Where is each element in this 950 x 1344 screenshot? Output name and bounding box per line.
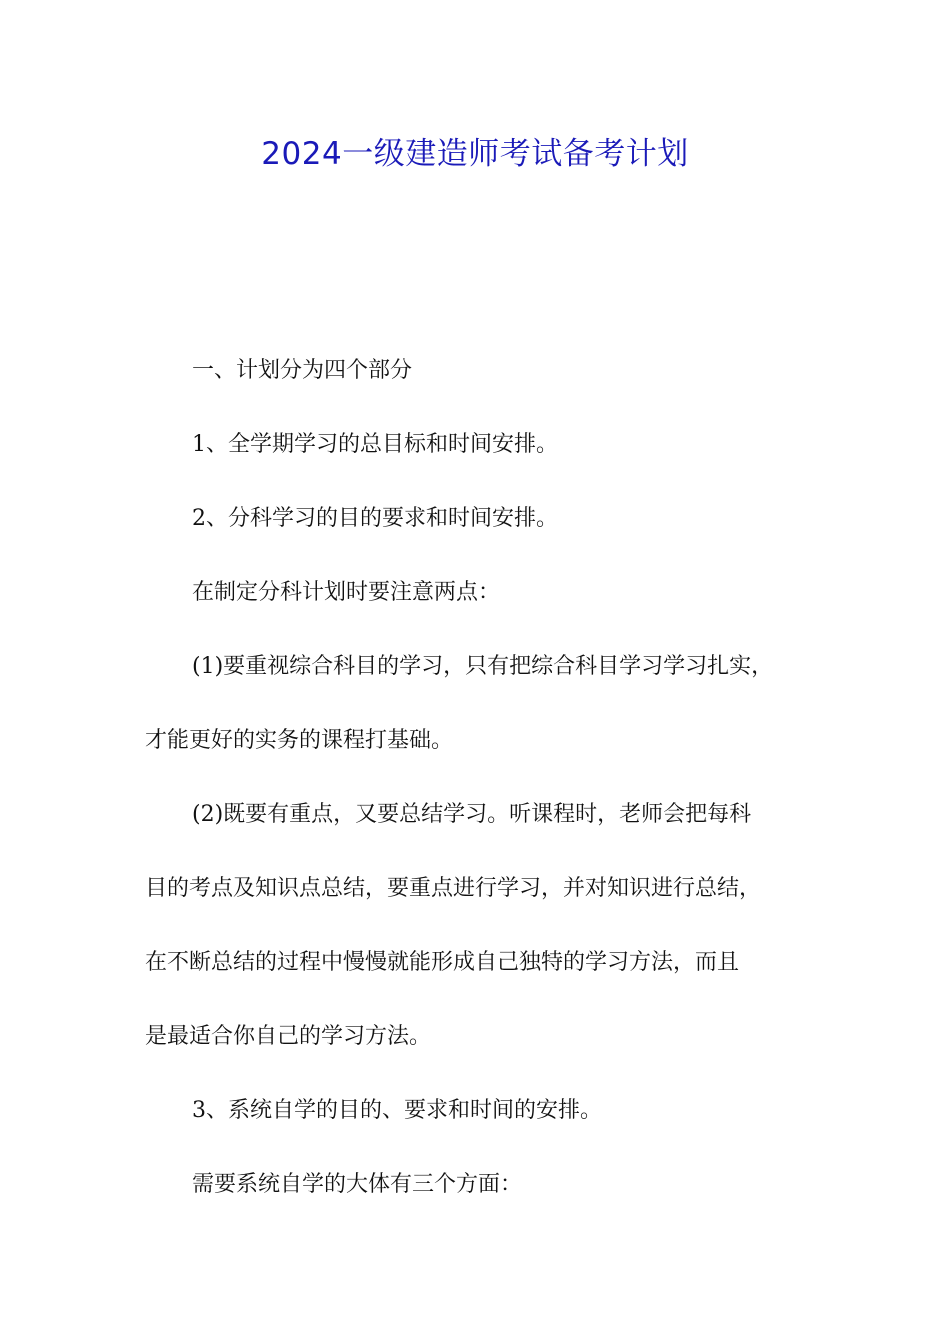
document-body bbox=[145, 334, 835, 1222]
list-item: 3、系统自学的目的、要求和时间的安排。 bbox=[192, 1098, 602, 1123]
paragraph-line: 才能更好的实务的课程打基础。 bbox=[145, 728, 454, 753]
list-item: 1、全学期学习的总目标和时间安排。 bbox=[192, 432, 558, 457]
paragraph-line: (1)要重视综合科目的学习，只有把综合科目学习学习扎实， bbox=[192, 654, 774, 679]
section-heading: 一、计划分为四个部分 bbox=[192, 358, 413, 383]
list-item: 2、分科学习的目的要求和时间安排。 bbox=[192, 506, 558, 531]
paragraph: 在制定分科计划时要注意两点： bbox=[192, 580, 501, 605]
paragraph-line: 在不断总结的过程中慢慢就能形成自己独特的学习方法，而且 bbox=[145, 950, 740, 975]
paragraph: 需要系统自学的大体有三个方面： bbox=[192, 1172, 523, 1197]
paragraph-line: (2)既要有重点，又要总结学习。听课程时，老师会把每科 bbox=[192, 802, 752, 827]
document-title: 2024一级建造师考试备考计划 bbox=[261, 136, 689, 172]
paragraph-line: 目的考点及知识点总结，要重点进行学习，并对知识进行总结， bbox=[145, 876, 762, 901]
paragraph-line: 是最适合你自己的学习方法。 bbox=[145, 1024, 432, 1049]
